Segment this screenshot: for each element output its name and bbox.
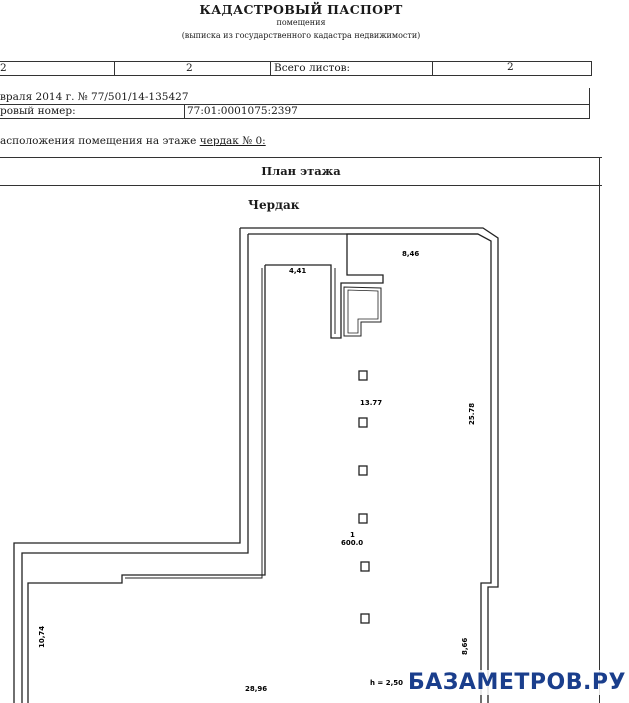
dim-28-96: 28,96	[245, 685, 268, 693]
cadastral-number-value: 77:01:0001075:2397	[187, 105, 298, 117]
column-2	[359, 418, 367, 427]
sheet-label-cut: 2	[0, 62, 7, 74]
total-sheets-label: Всего листов:	[274, 62, 351, 74]
room-number: 1	[350, 531, 355, 539]
dim-13-77: 13.77	[360, 399, 383, 407]
outer-wall	[14, 228, 498, 703]
cadastral-number-label: ровый номер:	[0, 105, 76, 117]
column-6	[361, 614, 369, 623]
document-title: КАДАСТРОВЫЙ ПАСПОРТ	[199, 2, 403, 17]
location-floor-link: чердак № 0:	[199, 135, 266, 147]
site-watermark: БАЗАМЕТРОВ.РУ	[405, 670, 629, 695]
location-prefix: асположения помещения на этаже	[0, 135, 197, 147]
dim-8-46: 8,46	[402, 250, 420, 258]
inner-wall	[22, 234, 491, 703]
dim-8-66: 8,66	[461, 637, 469, 655]
document-excerpt-note: (выписка из государственного кадастра недвижимости)	[181, 31, 421, 40]
room-area: 600.0	[341, 539, 364, 547]
dim-25-78: 25.78	[468, 402, 476, 425]
total-sheets-value: 2	[507, 61, 514, 73]
plan-header: План этажа	[261, 164, 341, 178]
ceiling-height: h = 2,50	[370, 679, 403, 687]
column-1	[359, 371, 367, 380]
column-3	[359, 466, 367, 475]
sheet-number: 2	[186, 62, 193, 74]
dim-4-41: 4,41	[289, 267, 307, 275]
column-5	[361, 562, 369, 571]
room-boundary	[28, 234, 478, 703]
document-subtitle: помещения	[276, 18, 326, 27]
plan-name: Чердак	[248, 198, 300, 212]
dim-10-74: 10,74	[38, 625, 46, 648]
column-4	[359, 514, 367, 523]
registry-date-number: враля 2014 г. № 77/501/14-135427	[0, 91, 189, 103]
inner-notch	[125, 268, 381, 578]
